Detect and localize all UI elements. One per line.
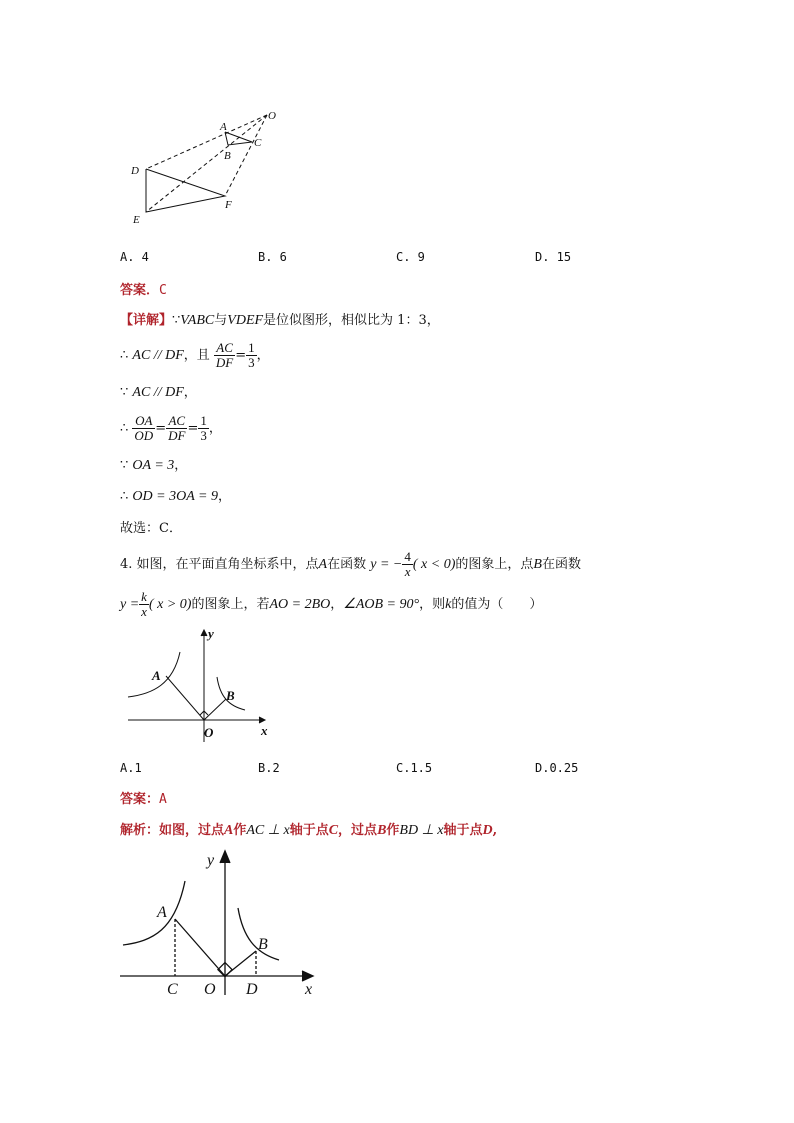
q4-analysis: 解析：如图，过点A作AC ⊥ x轴于点C，过点B作BD ⊥ x轴于点D,: [120, 823, 498, 838]
label-a: A: [157, 904, 167, 921]
q4-option-c: C.1.5: [396, 761, 433, 775]
fraction-ac-df: $\frac{AC}{DF}$: [215, 340, 234, 370]
fraction-1-3: $\frac{1}{3}$: [248, 340, 255, 370]
homothety-figure: [125, 105, 285, 230]
fraction-1-3-2: $\frac{1}{3}$: [200, 413, 207, 443]
segments-aob: [166, 676, 226, 720]
q3-option-b: B. 6: [258, 250, 287, 264]
label-y: y: [207, 852, 215, 869]
label-o: O: [204, 725, 214, 740]
q4-answer: 答案：A: [120, 792, 167, 807]
fraction-ac-df-2: $\frac{AC}{DF}$: [168, 413, 186, 443]
label-c: C: [167, 981, 178, 998]
label-y: y: [208, 626, 214, 641]
x-axis-arrow: [302, 971, 313, 981]
coordinate-figure-large: [115, 845, 330, 1000]
detail-line-4: ∴ $\frac{OA}{OD}$ = $\frac{AC}{DF}$ = $\frac{1}{3}$ ，: [120, 413, 222, 443]
detail-line-2: ∴ AC // DF，且 $\frac{AC}{DF}$ = $\frac{1}{3}$ ，: [120, 340, 270, 370]
label-b: B: [258, 936, 268, 953]
detail-line-6: ∴ OD = 3OA = 9，: [120, 489, 231, 504]
triangle-def: [146, 169, 225, 212]
detail-line-5: ∵ OA = 3，: [120, 458, 188, 473]
label-x: x: [305, 981, 313, 998]
curve-left: [123, 881, 185, 945]
fraction-oa-od: $\frac{OA}{OD}$: [134, 413, 154, 443]
ray-of: [225, 115, 267, 196]
detail-conclusion: 故选：C．: [120, 521, 182, 536]
q4-line-2: y = $\frac{k}{x}$ ( x > 0)的图象上，若AO = 2BO，∠AOB = 90°，则k的值为（ ）: [120, 589, 543, 619]
q4-line-1: 4. 如图，在平面直角坐标系中，点A在函数 y = − $\frac{4}{x}$ ( x < 0)的图象上，点B在函数: [120, 549, 581, 579]
triangle-abc: [225, 132, 252, 145]
y-axis-arrow: [220, 851, 230, 863]
q3-option-d: D. 15: [535, 250, 572, 264]
fraction-k-x: $\frac{k}{x}$: [141, 589, 147, 619]
label-b: B: [226, 688, 235, 703]
label-c: C: [254, 137, 262, 149]
detail-line-1: 【详解】∵VABC与VDEF是位似图形，相似比为 1：3，: [120, 313, 440, 328]
coordinate-figure-small: [125, 622, 280, 747]
q3-answer: 答案．C: [120, 283, 167, 298]
label-x: x: [261, 723, 268, 738]
q3-option-c: C. 9: [396, 250, 425, 264]
q4-option-d: D.0.25: [535, 761, 579, 775]
label-d: D: [131, 165, 139, 177]
q4-option-b: B.2: [258, 761, 280, 775]
label-a: A: [220, 121, 227, 133]
label-a: A: [152, 668, 161, 683]
ray-oe: [146, 115, 267, 212]
y-axis-arrow: [201, 630, 207, 636]
label-b: B: [224, 150, 231, 162]
label-o: O: [268, 110, 276, 122]
label-e: E: [133, 214, 140, 226]
label-f: F: [225, 199, 232, 211]
label-d: D: [246, 981, 258, 998]
label-o: O: [204, 981, 216, 998]
q3-option-a: A. 4: [120, 250, 149, 264]
q4-option-a: A.1: [120, 761, 142, 775]
detail-line-3: ∵ AC // DF，: [120, 385, 197, 400]
fraction-4-x: $\frac{4}{x}$: [404, 549, 411, 579]
